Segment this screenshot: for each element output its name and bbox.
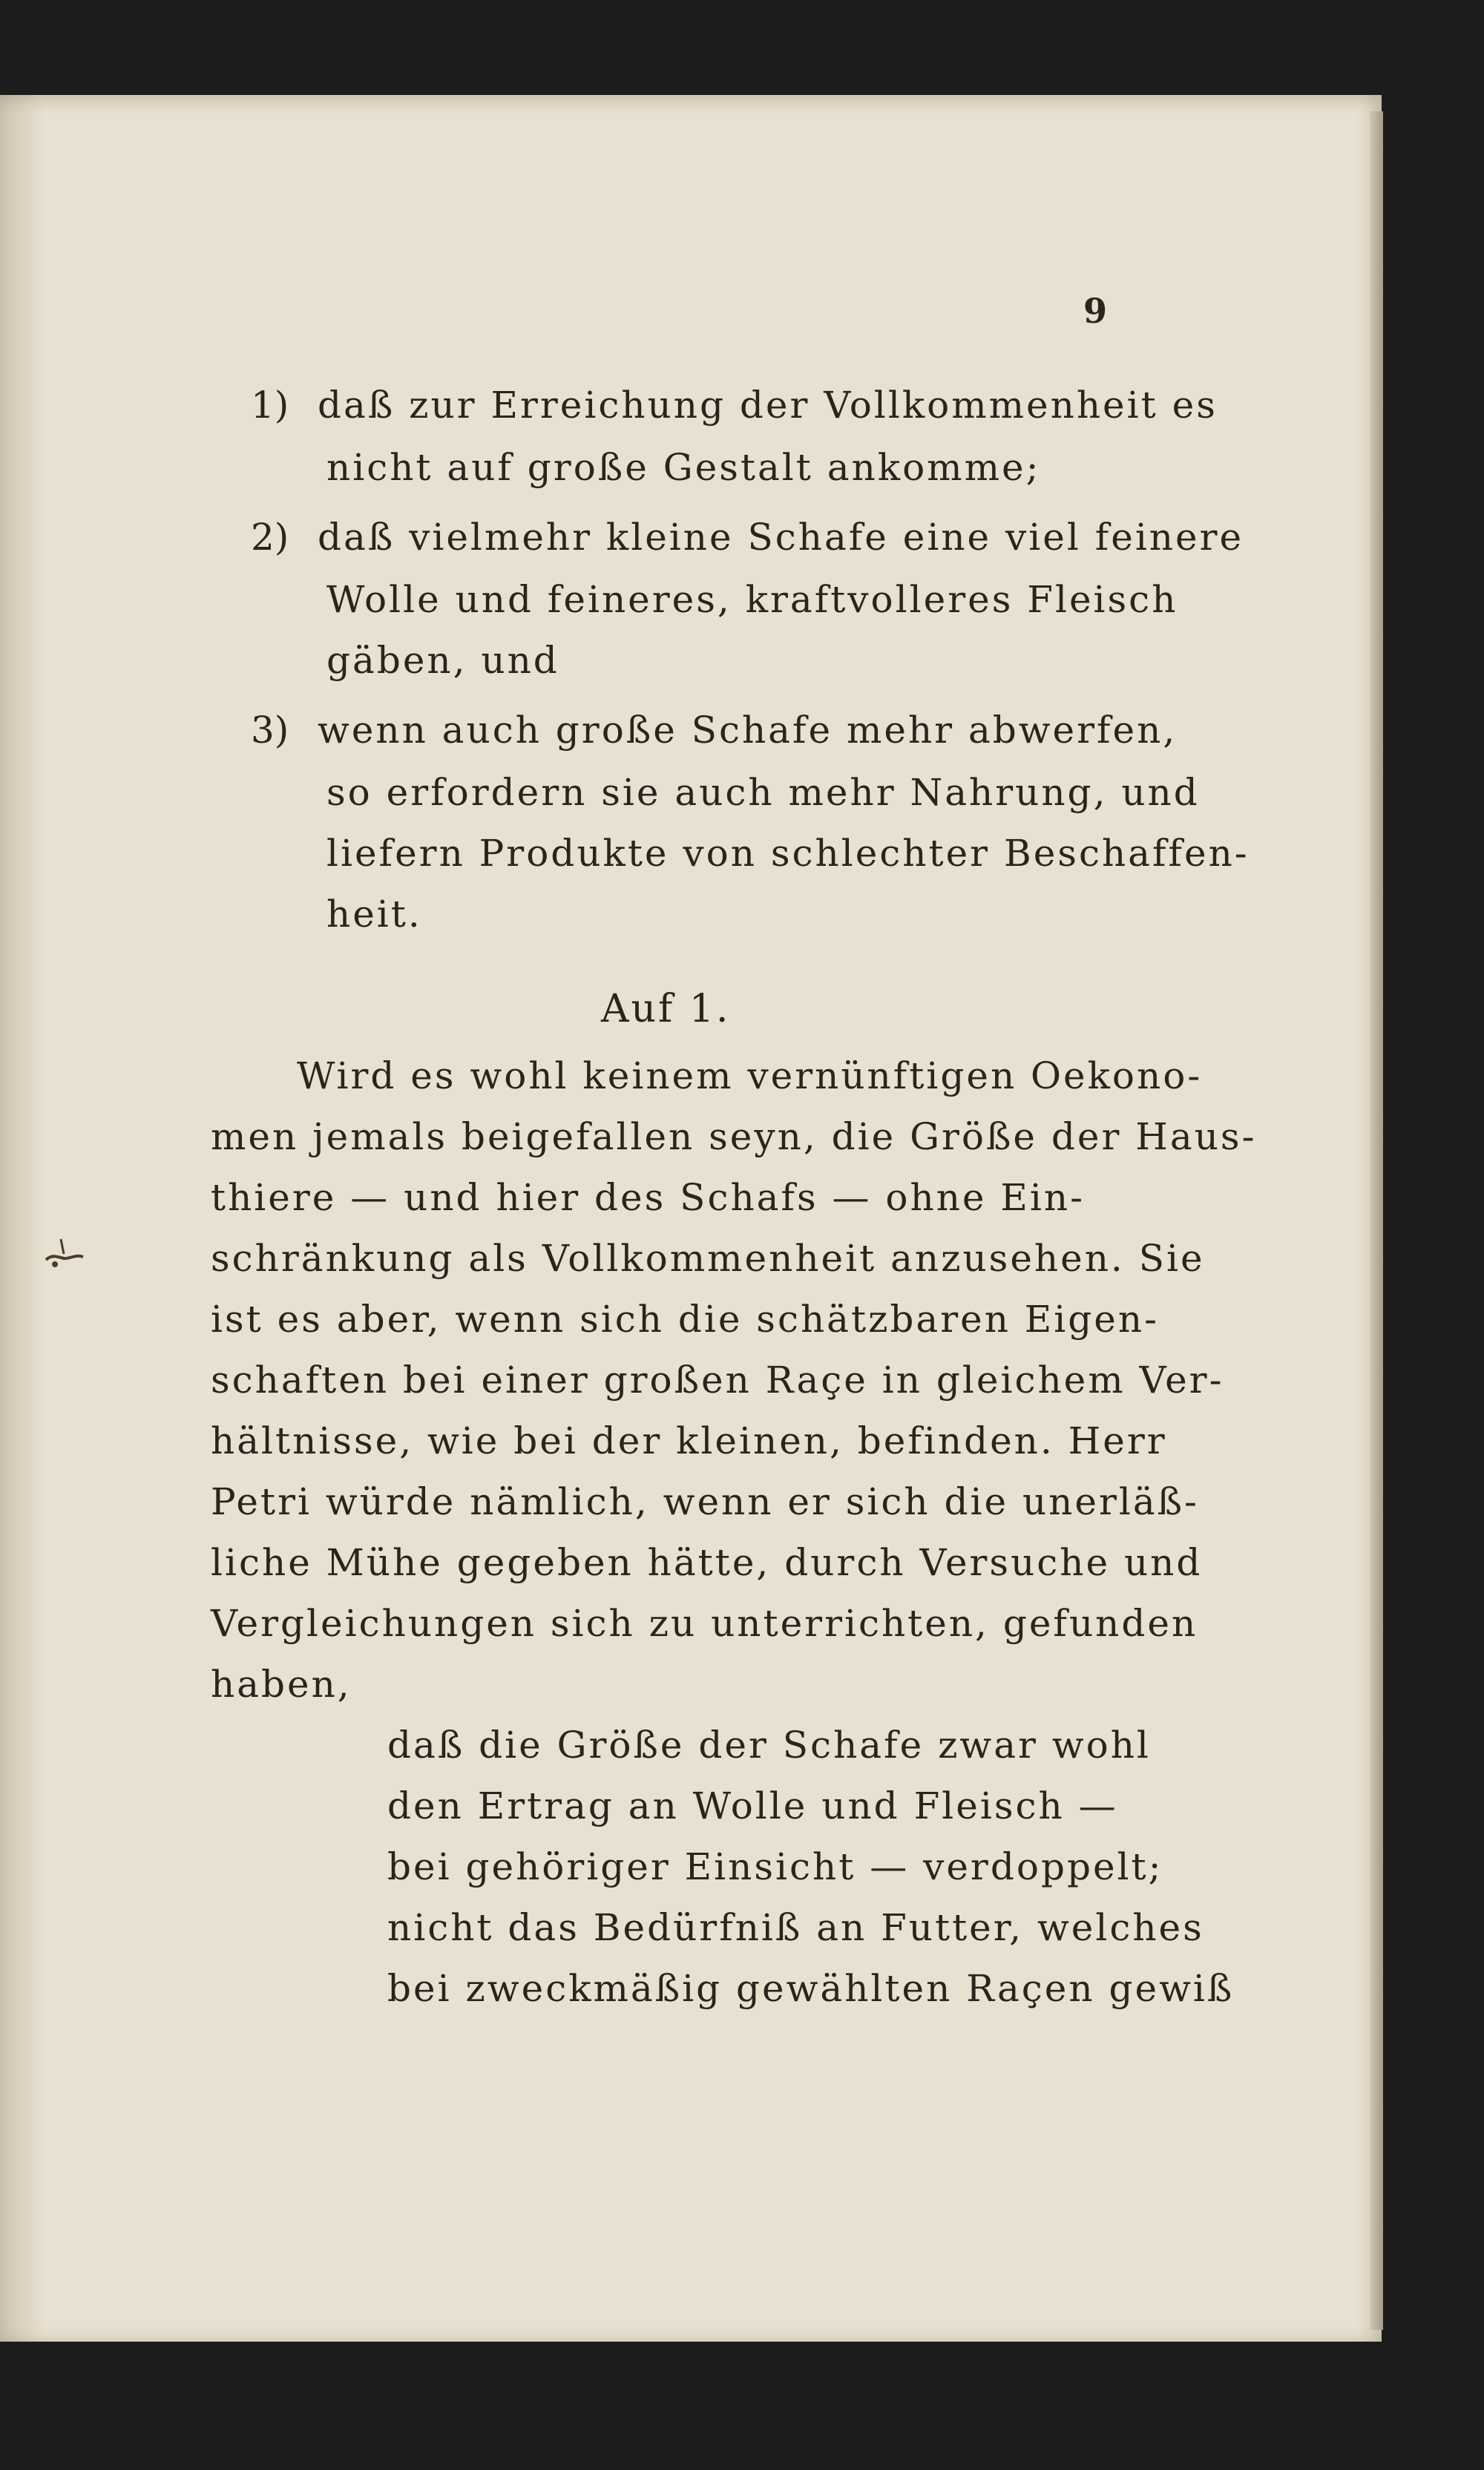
- list-item-line: so erfordern sie auch mehr Nahrung, und: [326, 771, 1200, 814]
- paragraph-line: haben,: [211, 1663, 352, 1706]
- section-heading: Auf 1.: [601, 987, 731, 1031]
- page-edge: [1370, 111, 1383, 2330]
- paragraph-line: liche Mühe gegeben hätte, durch Versuche und: [211, 1541, 1203, 1584]
- ink-blot-mark: [39, 1232, 91, 1276]
- list-item-line: Wolle und feineres, kraftvolleres Fleisch: [326, 578, 1178, 621]
- list-item-line: nicht auf große Gestalt ankomme;: [326, 446, 1041, 489]
- indented-line: bei gehöriger Einsicht — verdoppelt;: [387, 1845, 1163, 1888]
- indented-line: nicht das Bedürfniß an Futter, welches: [387, 1906, 1204, 1949]
- list-item-line: gäben, und: [326, 639, 559, 682]
- indented-line: daß die Größe der Schafe zwar wohl: [387, 1724, 1151, 1767]
- list-item-number: 2): [251, 516, 289, 559]
- paragraph-line: schränkung als Vollkommenheit anzusehen. Sie: [211, 1237, 1205, 1280]
- indented-line: bei zweckmäßig gewählten Raçen gewiß: [387, 1967, 1235, 2010]
- paragraph-line: hältnisse, wie bei der kleinen, befinden. Herr: [211, 1419, 1167, 1462]
- paragraph-line: schaften bei einer großen Raçe in gleichem Ver-: [211, 1359, 1224, 1402]
- list-item-line: liefern Produkte von schlechter Beschaffen-: [326, 832, 1250, 875]
- list-item-line: daß vielmehr kleine Schafe eine viel feinere: [318, 516, 1244, 559]
- list-item-line: daß zur Erreichung der Vollkommenheit es: [318, 384, 1218, 427]
- paragraph-line: men jemals beigefallen seyn, die Größe der Haus-: [211, 1115, 1257, 1158]
- list-item-number: 3): [251, 709, 289, 752]
- spine-shadow: [0, 95, 45, 2342]
- paragraph-line: thiere — und hier des Schafs — ohne Ein-: [211, 1176, 1085, 1219]
- list-item-number: 1): [251, 384, 289, 427]
- paragraph-line: Vergleichungen sich zu unterrichten, gefunden: [211, 1602, 1198, 1645]
- indented-line: den Ertrag an Wolle und Fleisch —: [387, 1784, 1118, 1827]
- paragraph-line: ist es aber, wenn sich die schätzbaren Eigen-: [211, 1298, 1159, 1341]
- list-item-line: wenn auch große Schafe mehr abwerfen,: [318, 709, 1178, 752]
- page-number: 9: [1083, 291, 1110, 331]
- paragraph-line: Wird es wohl keinem vernünftigen Oekono-: [297, 1054, 1203, 1097]
- list-item-line: heit.: [326, 893, 422, 936]
- paragraph-line: Petri würde nämlich, wenn er sich die unerläß-: [211, 1480, 1199, 1523]
